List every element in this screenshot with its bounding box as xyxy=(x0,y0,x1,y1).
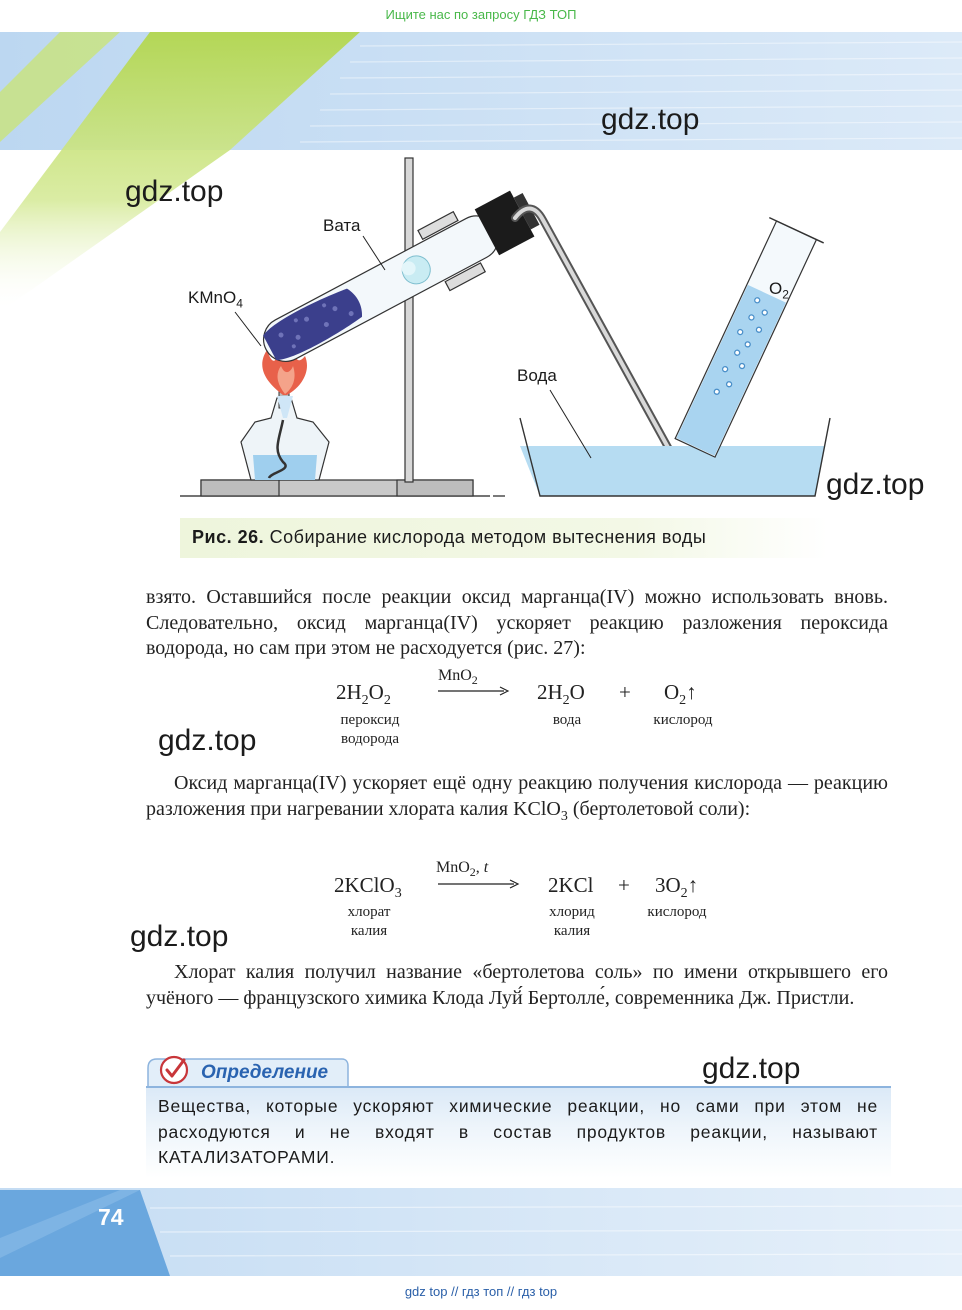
eq1-product-1: $2H_2O$ xyxy=(537,680,585,709)
watermark: gdz.top xyxy=(601,103,700,136)
watermark: gdz.top xyxy=(130,920,229,953)
label-cotton: Вата xyxy=(323,216,361,235)
watermark: gdz.top xyxy=(702,1052,801,1085)
checkmark-icon xyxy=(158,1054,190,1086)
collection-cylinder xyxy=(668,218,824,461)
eq2-product-1: 2KCl xyxy=(548,873,594,897)
paragraph-1: взято. Оставшийся после реакции оксид марганца(IV) можно использовать вновь. Следовательно, оксид марганца(IV) ускоряет реакцию разложения пероксида водорода, но сам при этом не расходуется (рис. 27): xyxy=(146,586,888,659)
label-water: Вода xyxy=(517,366,557,385)
eq2-product-2: $3O_2↑$ xyxy=(655,873,699,902)
eq1-plus: + xyxy=(619,680,631,704)
test-tube xyxy=(250,179,547,380)
eq1-catalyst: MnO$_2$ xyxy=(438,667,478,688)
footer-decoration xyxy=(0,1188,962,1278)
eq1-reactant: $2H_2O_2$ xyxy=(336,680,391,709)
eq1-reactant-name: пероксид водорода xyxy=(340,712,400,747)
eq1-product-2: $O_2↑$ xyxy=(664,680,697,709)
watermark: gdz.top xyxy=(125,175,224,208)
paragraph-2: Оксид марганца(IV) ускоряет ещё одну реакцию получения кислорода — реакцию разложения при нагревании хлората калия KClO$_3$ (бертолетовой соли): xyxy=(146,772,888,824)
stand-rod xyxy=(405,158,413,482)
eq2-arrow xyxy=(438,877,520,891)
eq1-product-2-name: кислород xyxy=(653,712,713,728)
eq1-product-1-name: вода xyxy=(552,712,582,728)
eq2-reactant: 2KClO$_3$ xyxy=(334,873,402,902)
definition-title: Определение xyxy=(201,1062,329,1083)
eq2-product-2-name: кислород xyxy=(647,904,707,920)
page-number: 74 xyxy=(98,1204,124,1230)
watermark: gdz.top xyxy=(826,468,925,501)
definition-text: Вещества, которые ускоряют химические реакции, но сами при этом не расходуются и не входят в состав продуктов реакции, называют КАТАЛИЗАТОРАМИ. xyxy=(158,1096,878,1167)
eq1-arrow xyxy=(438,684,510,698)
eq2-product-1-name: хлорид калия xyxy=(549,904,595,939)
eq2-catalyst: MnO$_2$, t xyxy=(436,859,489,880)
eq2-plus: + xyxy=(618,873,630,897)
oxygen-collection-illustration xyxy=(175,150,840,510)
water-trough xyxy=(520,418,830,496)
eq2-reactant-name: хлорат калия xyxy=(347,904,391,939)
paragraph-3: Хлорат калия получил название «бертолетова соль» по имени открывшего его учёного — французского химика Клода Луй́ Бертолле́, современника Дж. Пристли. xyxy=(146,961,888,1009)
figure-caption: Рис. 26. Собирание кислорода методом вытеснения воды xyxy=(192,527,707,547)
label-kmno4: KMnO$_4$ xyxy=(188,288,243,311)
top-search-banner[interactable]: Ищите нас по запросу ГДЗ ТОП xyxy=(385,7,577,22)
bottom-links[interactable]: gdz top // гдз топ // гдз top xyxy=(404,1284,558,1299)
kmno4-pointer xyxy=(235,312,261,346)
cotton-pointer xyxy=(363,236,385,270)
label-o2: $O_2$ xyxy=(769,279,789,302)
watermark: gdz.top xyxy=(158,724,257,757)
